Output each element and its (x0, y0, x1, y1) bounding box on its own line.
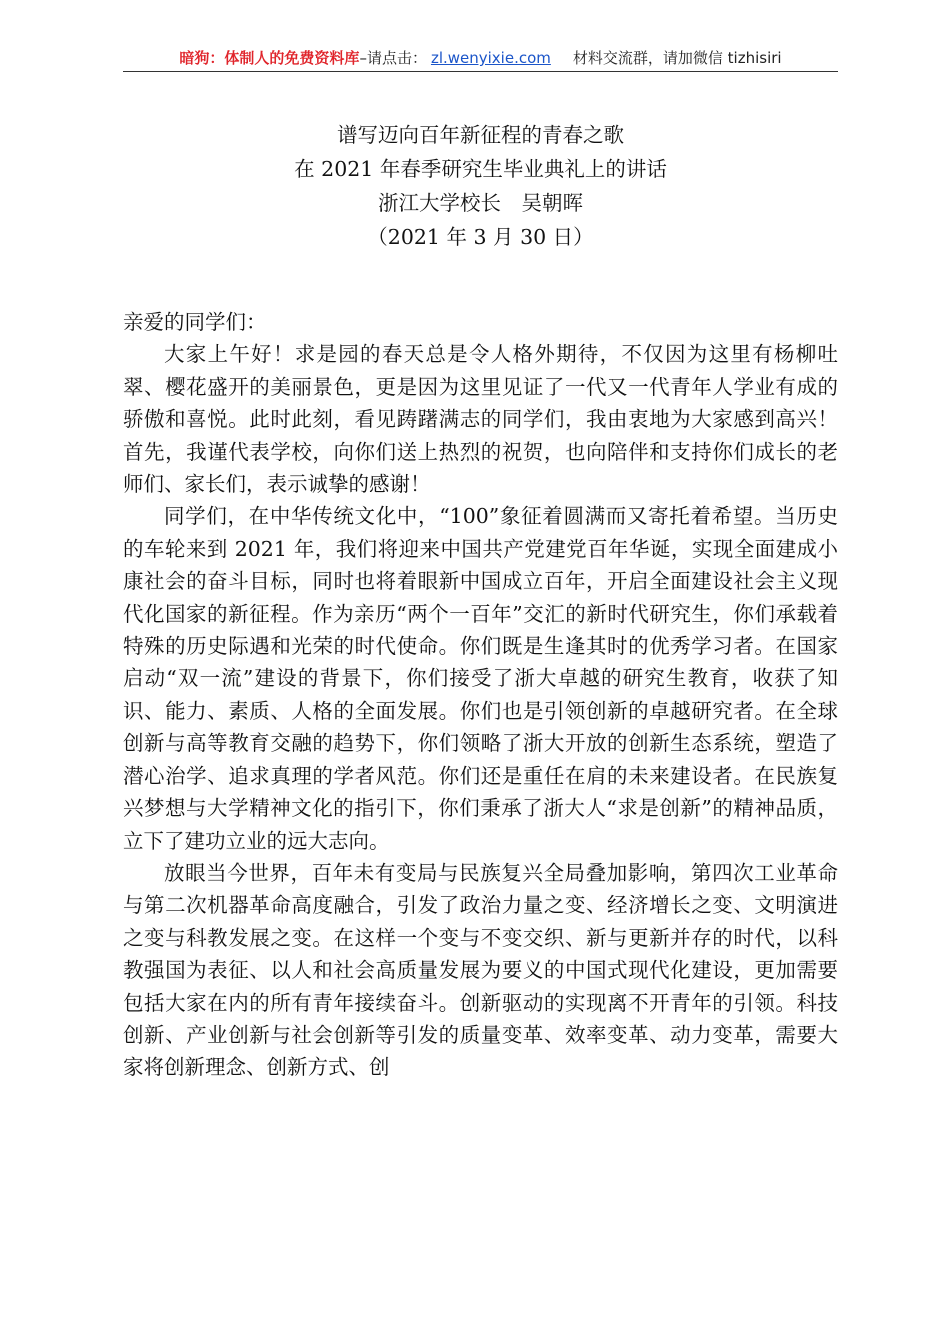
header-link[interactable]: zl.wenyixie.com (430, 49, 551, 67)
salutation: 亲爱的同学们： (123, 310, 267, 334)
header-divider (123, 71, 838, 72)
speaker-line: 浙江大学校长 吴朝晖 (378, 191, 583, 215)
speech-body (123, 306, 838, 1084)
paragraph-2: 同学们，在中华传统文化中，“100”象征着圆满而又寄托着希望。当历史的车轮来到 2021 年，我们将迎来中国共产党建党百年华诞，实现全面建成小康社会的奋斗目标，同时也将着眼新中国成立百年，开启全面建设社会主义现代化国家的新征程。作为亲历“两个一百年”交汇的新时代研究生，你们承载着特殊的历史际遇和光荣的时代使命。你们既是生逢其时的优秀学习者。在国家启动“双一流”建设的背景下，你们接受了浙大卓越的研究生教育，收获了知识、能力、素质、人格的全面发展。你们也是引领创新的卓越研究者。在全球创新与高等教育交融的趋势下，你们领略了浙大开放的创新生态系统，塑造了潜心治学、追求真理的学者风范。你们还是重任在肩的未来建设者。在民族复兴梦想与大学精神文化的指引下，你们秉承了浙大人“求是创新”的精神品质，立下了建功立业的远大志向。 (123, 504, 838, 853)
header-prompt: –请点击： (359, 49, 427, 67)
header-contact: 材料交流群，请加微信 tizhisiri (572, 49, 782, 67)
header-brand: 暗狗：体制人的免费资料库 (179, 49, 360, 67)
page-header (123, 46, 838, 70)
paragraph-3: 放眼当今世界，百年未有变局与民族复兴全局叠加影响，第四次工业革命与第二次机器革命高度融合，引发了政治力量之变、经济增长之变、文明演进之变与科教发展之变。在这样一个变与不变交织、新与更新并存的时代，以科教强国为表征、以人和社会高质量发展为要义的中国式现代化建设，更加需要包括大家在内的所有青年接续奋斗。创新驱动的实现离不开青年的引领。科技创新、产业创新与社会创新等引发的质量变革、效率变革、动力变革，需要大家将创新理念、创新方式、创 (123, 860, 838, 1080)
document-title: 谱写迈向百年新征程的青春之歌 (337, 123, 624, 147)
paragraph-1: 大家上午好！求是园的春天总是令人格外期待，不仅因为这里有杨柳吐翠、樱花盛开的美丽景色，更是因为这里见证了一代又一代青年人学业有成的骄傲和喜悦。此时此刻，看见踌躇满志的同学们，我由衷地为大家感到高兴！首先，我谨代表学校，向你们送上热烈的祝贺，也向陪伴和支持你们成长的老师们、家长们，表示诚挚的感谢！ (123, 342, 838, 497)
title-block (123, 118, 838, 254)
speech-date: （2021 年 3 月 30 日） (367, 225, 594, 249)
document-subtitle: 在 2021 年春季研究生毕业典礼上的讲话 (294, 157, 667, 181)
